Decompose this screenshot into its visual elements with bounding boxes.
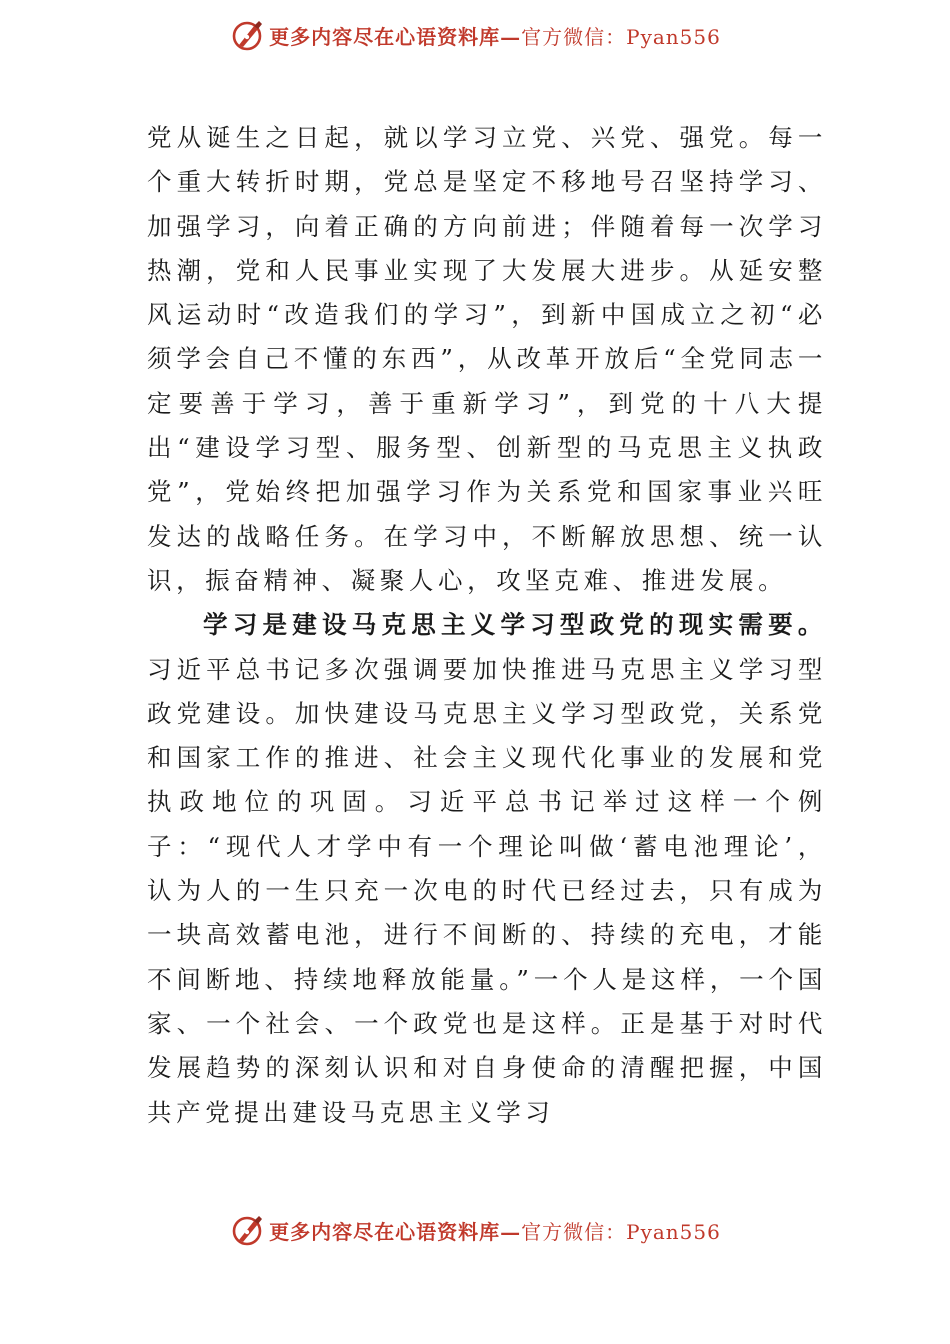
footer-banner-text bbox=[269, 1216, 721, 1245]
footer-banner bbox=[0, 1210, 950, 1250]
header-site-name: 更多内容尽在心语资料库 bbox=[269, 24, 501, 49]
document-body bbox=[147, 116, 827, 1135]
header-wechat: 官方微信：Pyan556 bbox=[521, 24, 721, 49]
paragraph-2-text: 习近平总书记多次强调要加快推进马克思主义学习型政党建设。加快建设马克思主义学习型政党，关系党和国家工作的推进、社会主义现代化事业的发展和党执政地位的巩固。习近平总书记举过这样一个例子：“现代人才学中有一个理论叫做‘蓄电池理论’，认为人的一生只充一次电的时代已经过去，只有成为一块高效蓄电池，进行不间断的、持续的充电，才能不间断地、持续地释放能量。”一个人是这样，一个国家、一个社会、一个政党也是这样。正是基于对时代发展趋势的深刻认识和对自身使命的清醒把握，中国共产党提出建设马克思主义学习 bbox=[147, 654, 827, 1127]
footer-dash: — bbox=[500, 1219, 522, 1244]
paragraph-1: 党从诞生之日起，就以学习立党、兴党、强党。每一个重大转折时期，党总是坚定不移地号召坚持学习、加强学习，向着正确的方向前进；伴随着每一次学习热潮，党和人民事业实现了大发展大进步。从延安整风运动时“改造我们的学习”，到新中国成立之初“必须学会自己不懂的东西”，从改革开放后“全党同志一定要善于学习，善于重新学习”，到党的十八大提出“建设学习型、服务型、创新型的马克思主义执政党”，党始终把加强学习作为关系党和国家事业兴旺发达的战略任务。在学习中，不断解放思想、统一认识，振奋精神、凝聚人心，攻坚克难、推进发展。 bbox=[147, 123, 827, 595]
header-banner bbox=[0, 15, 950, 55]
paragraph-2-lead: 学习是建设马克思主义学习型政党的现实需要。 bbox=[203, 610, 827, 640]
header-dash: — bbox=[500, 24, 522, 49]
footer-site-name: 更多内容尽在心语资料库 bbox=[269, 1219, 501, 1244]
pen-nib-logo-icon bbox=[229, 17, 265, 53]
header-banner-text bbox=[269, 21, 721, 50]
paragraph-2 bbox=[147, 603, 827, 1135]
pen-nib-logo-icon bbox=[229, 1212, 265, 1248]
footer-wechat: 官方微信：Pyan556 bbox=[521, 1219, 721, 1244]
